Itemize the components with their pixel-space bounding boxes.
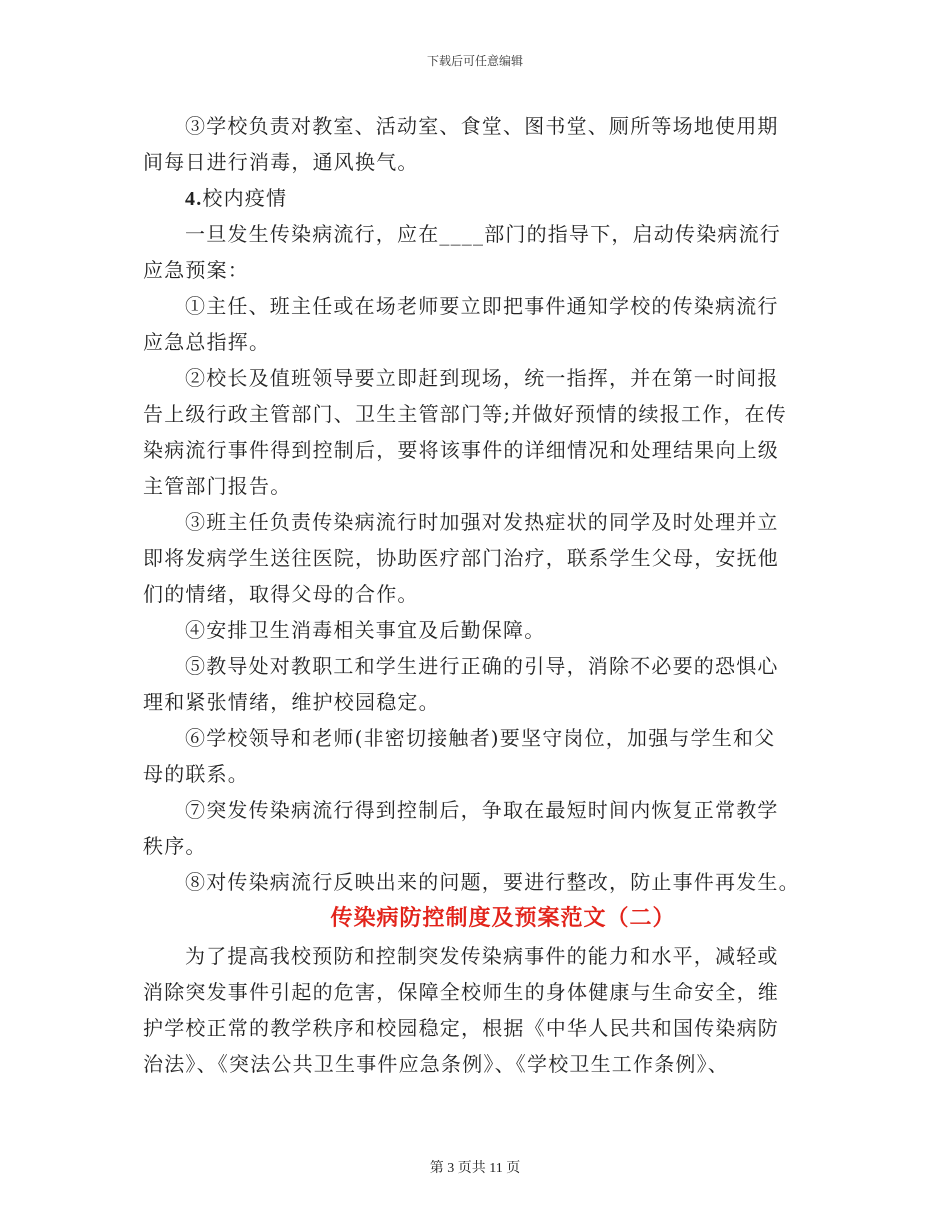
paragraph-line: 理和紧张情绪，维护校园稳定。 [143,690,440,714]
paragraph-line: 染病流行事件得到控制后，要将该事件的详细情况和处理结果向上级 [143,438,779,462]
page-content [143,108,823,1082]
paragraph-line: 应急总指挥。 [143,330,271,354]
paragraph-line: ⑦突发传染病流行得到控制后，争取在最短时间内恢复正常教学 [185,798,779,822]
paragraph-line: 主管部门报告。 [143,474,292,498]
paragraph-line: ④安排卫生消毒相关事宜及后勤保障。 [185,618,546,642]
subsection-title: 校内疫情 [202,186,288,210]
paragraph-line: 即将发病学生送往医院，协助医疗部门治疗，联系学生父母，安抚他 [143,546,779,570]
subsection-heading [143,180,823,216]
paragraph-line: 告上级行政主管部门、卫生主管部门等;并做好预情的续报工作，在传 [143,402,787,426]
paragraph-line: 间每日进行消毒，通风换气。 [143,150,419,174]
subsection-number: 4. [185,188,203,210]
paragraph-line: 消除突发事件引起的危害，保障全校师生的身体健康与生命安全，维 [143,980,779,1004]
section-title: 传染病防控制度及预案范文（二） [330,906,676,931]
paragraph-line: ③学校负责对教室、活动室、食堂、图书堂、厕所等场地使用期 [185,114,779,138]
paragraph-line: ①主任、班主任或在场老师要立即把事件通知学校的传染病流行 [185,294,779,318]
paragraph-line: 们的情绪，取得父母的合作。 [143,582,419,606]
paragraph-line: ⑥学校领导和老师(非密切接触者)要坚守岗位，加强与学生和父 [185,726,776,750]
paragraph-line: 为了提高我校预防和控制突发传染病事件的能力和水平，减轻或 [185,944,779,968]
paragraph-line: 应急预案： [143,258,249,282]
paragraph-line: 治法》、《突法公共卫生事件应急条例》、《学校卫生工作条例》、 [143,1052,729,1076]
paragraph-line: 母的联系。 [143,762,249,786]
page-header-note: 下载后可任意编辑 [426,54,523,68]
page-number: 第 3 页共 11 页 [429,1161,521,1176]
paragraph-line: 一旦发生传染病流行，应在____部门的指导下，启动传染病流行 [185,222,781,246]
paragraph-line: ③班主任负责传染病流行时加强对发热症状的同学及时处理并立 [185,510,779,534]
paragraph-line: 秩序。 [143,834,207,858]
paragraph-line: ②校长及值班领导要立即赶到现场，统一指挥，并在第一时间报 [185,366,779,390]
paragraph-line: ⑤教导处对教职工和学生进行正确的引导，消除不必要的恐惧心 [185,654,779,678]
paragraph-line: ⑧对传染病流行反映出来的问题，要进行整改，防止事件再发生。 [185,870,800,894]
paragraph-line: 护学校正常的教学秩序和校园稳定，根据《中华人民共和国传染病防 [143,1016,779,1040]
